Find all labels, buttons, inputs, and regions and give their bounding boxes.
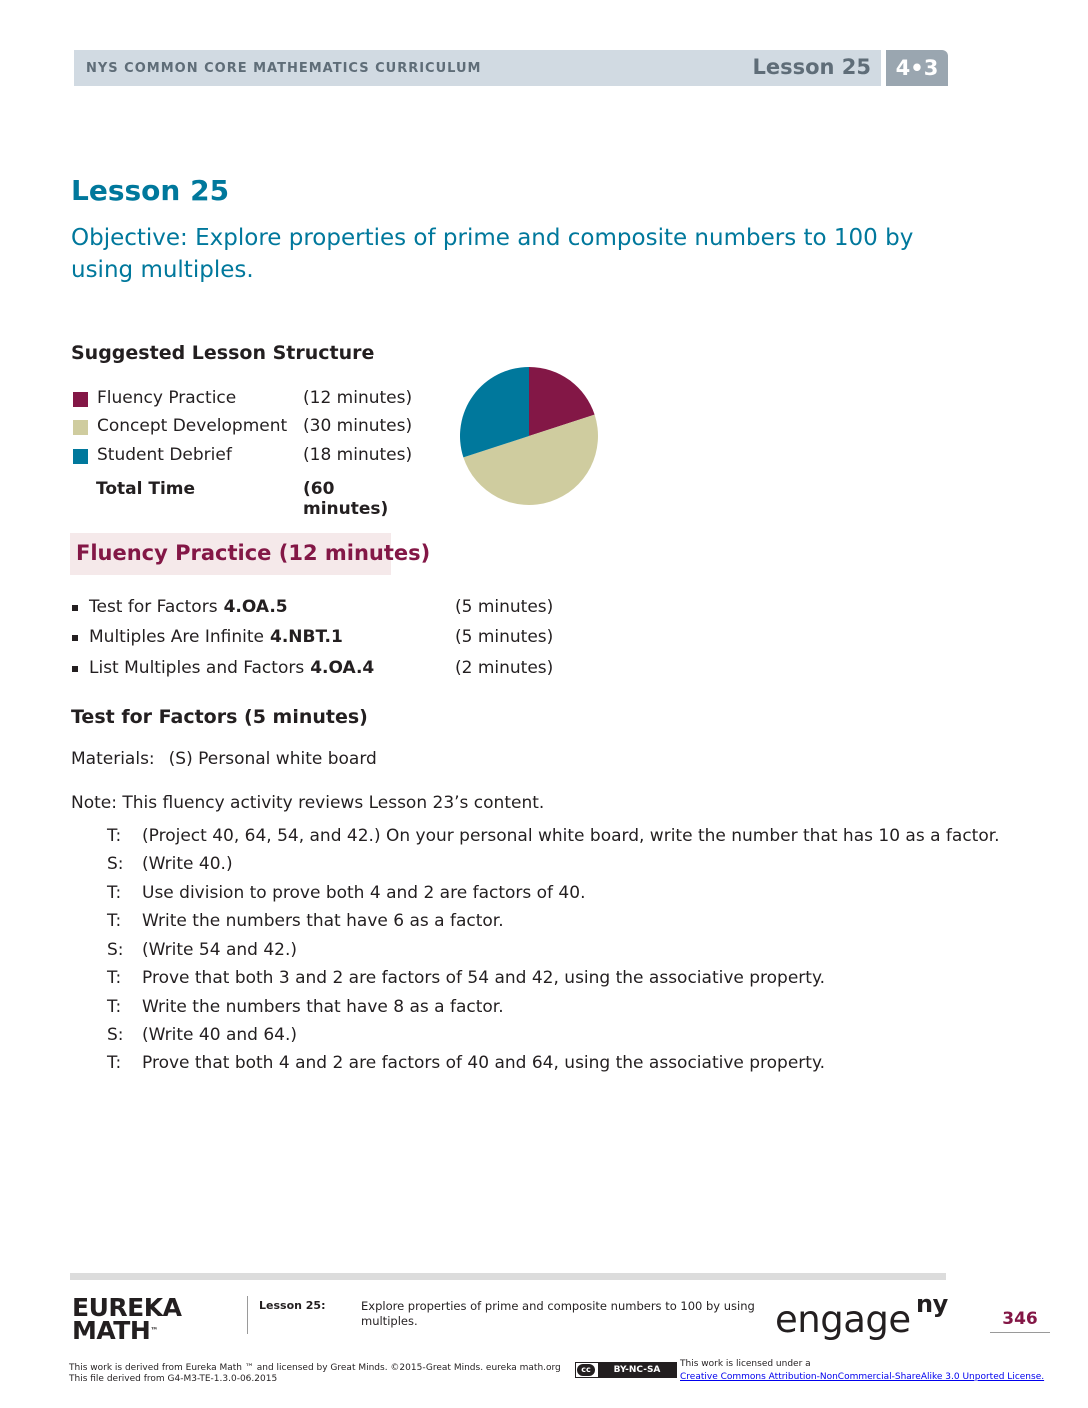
- dialogue-line: [107, 883, 967, 909]
- fluency-item-text: Multiples Are Infinite: [89, 627, 265, 647]
- activity-heading: Test for Factors (5 minutes): [71, 706, 368, 728]
- fluency-item-standard: 4.OA.5: [223, 597, 288, 617]
- legend-swatch: [73, 420, 88, 435]
- module-badge: 4•3: [886, 50, 948, 86]
- license-link[interactable]: Creative Commons Attribution-NonCommercial-ShareAlike 3.0 Unported License.: [680, 1372, 1045, 1382]
- materials-value: (S) Personal white board: [168, 749, 377, 769]
- fluency-item-minutes: (5 minutes): [455, 627, 554, 647]
- fluency-item: [72, 627, 592, 653]
- engage-text: engage: [775, 1298, 911, 1341]
- engageny-logo: [775, 1290, 948, 1341]
- fluency-item: [72, 658, 592, 684]
- cc-badge-text: BY-NC-SA: [598, 1363, 676, 1377]
- legend-minutes: (12 minutes): [303, 388, 413, 408]
- bullet-square: [72, 605, 78, 611]
- fluency-heading-box: [70, 533, 431, 575]
- footer-lesson-label: Lesson 25:: [259, 1299, 326, 1312]
- engage-ny-text: ny: [916, 1290, 948, 1318]
- dialogue-line: [107, 854, 967, 880]
- dialogue-line: [107, 968, 967, 994]
- curriculum-title: NYS COMMON CORE MATHEMATICS CURRICULUM: [86, 61, 482, 76]
- legend-minutes: (18 minutes): [303, 445, 413, 465]
- structure-heading: Suggested Lesson Structure: [71, 342, 375, 364]
- footer-divider: [247, 1296, 248, 1334]
- dialogue-text: Prove that both 3 and 2 are factors of 54 and 42, using the associative property.: [142, 968, 826, 988]
- license-intro: This work is licensed under a: [680, 1359, 811, 1369]
- dialogue-speaker: S:: [107, 940, 124, 960]
- materials-label: Materials:: [71, 749, 155, 769]
- dialogue-speaker: T:: [107, 883, 122, 903]
- dialogue-speaker: T:: [107, 1053, 122, 1073]
- fluency-heading: Fluency Practice (12 minutes): [76, 541, 431, 565]
- cc-license-badge: [575, 1362, 677, 1378]
- legend-label: Concept Development: [97, 416, 288, 436]
- derived-notice: [69, 1363, 561, 1385]
- derived-line-2: This file derived from G4-M3-TE-1.3.0-06.2015: [69, 1374, 278, 1384]
- fluency-item: [72, 597, 592, 623]
- page-number-rule: [990, 1332, 1050, 1333]
- page-number: 346: [1002, 1309, 1038, 1329]
- dialogue-line: [107, 826, 1000, 852]
- dialogue-text: (Project 40, 64, 54, and 42.) On your personal white board, write the number that has 10 as a factor.: [142, 826, 1000, 846]
- dialogue-speaker: S:: [107, 854, 124, 874]
- dialogue-line: [107, 1053, 967, 1079]
- dialogue-speaker: T:: [107, 968, 122, 988]
- derived-line-1: This work is derived from Eureka Math ™ and licensed by Great Minds. ©2015-Great Minds. eureka math.org: [69, 1363, 561, 1373]
- activity-note: Note: This fluency activity reviews Lesson 23’s content.: [71, 793, 545, 813]
- dialogue-speaker: T:: [107, 826, 122, 846]
- dialogue-text: (Write 40 and 64.): [142, 1025, 298, 1045]
- objective: Objective: Explore properties of prime and composite numbers to 100 by using multiples.: [71, 225, 914, 283]
- dialogue-speaker: T:: [107, 911, 122, 931]
- fluency-item-text: List Multiples and Factors: [89, 658, 305, 678]
- fluency-item-text: Test for Factors: [89, 597, 218, 617]
- dialogue-text: (Write 54 and 42.): [142, 940, 298, 960]
- total-minutes: (60 minutes): [303, 479, 389, 519]
- legend-label: Fluency Practice: [97, 388, 237, 408]
- legend-swatch: [73, 392, 88, 407]
- fluency-item-standard: 4.OA.4: [310, 658, 375, 678]
- footer-lesson-description: Explore properties of prime and composite numbers to 100 by using multiples.: [361, 1299, 755, 1328]
- total-time-row: [96, 479, 416, 519]
- dialogue-text: Prove that both 4 and 2 are factors of 40 and 64, using the associative property.: [142, 1053, 826, 1073]
- cc-icon: cc: [577, 1364, 595, 1376]
- dialogue-speaker: S:: [107, 1025, 124, 1045]
- dialogue-text: Write the numbers that have 6 as a factor.: [142, 911, 504, 931]
- logo-line-eureka: EUREKA: [72, 1293, 182, 1322]
- header-lesson: Lesson 25: [752, 55, 871, 79]
- fluency-item-standard: 4.NBT.1: [270, 627, 343, 647]
- logo-line-math: MATH: [72, 1316, 151, 1345]
- dialogue-line: [107, 997, 967, 1023]
- dialogue-text: Write the numbers that have 8 as a factor.: [142, 997, 504, 1017]
- dialogue-speaker: T:: [107, 997, 122, 1017]
- materials-line: [71, 749, 377, 769]
- bullet-square: [72, 666, 78, 672]
- footer-rule: [70, 1273, 946, 1280]
- dialogue-line: [107, 911, 967, 937]
- eureka-math-logo: [72, 1293, 182, 1345]
- lesson-structure-pie-chart: [458, 365, 600, 507]
- total-label: Total Time: [96, 479, 196, 499]
- bullet-square: [72, 635, 78, 641]
- logo-tm: ™: [150, 1326, 158, 1335]
- dialogue-line: [107, 1025, 967, 1051]
- header-bar: [74, 50, 881, 86]
- legend-minutes: (30 minutes): [303, 416, 413, 436]
- page-title: Lesson 25: [71, 174, 230, 207]
- dialogue-line: [107, 940, 967, 966]
- dialogue-text: (Write 40.): [142, 854, 233, 874]
- legend-swatch: [73, 449, 88, 464]
- fluency-item-minutes: (2 minutes): [455, 658, 554, 678]
- dialogue-text: Use division to prove both 4 and 2 are factors of 40.: [142, 883, 586, 903]
- fluency-item-minutes: (5 minutes): [455, 597, 554, 617]
- legend-label: Student Debrief: [97, 445, 232, 465]
